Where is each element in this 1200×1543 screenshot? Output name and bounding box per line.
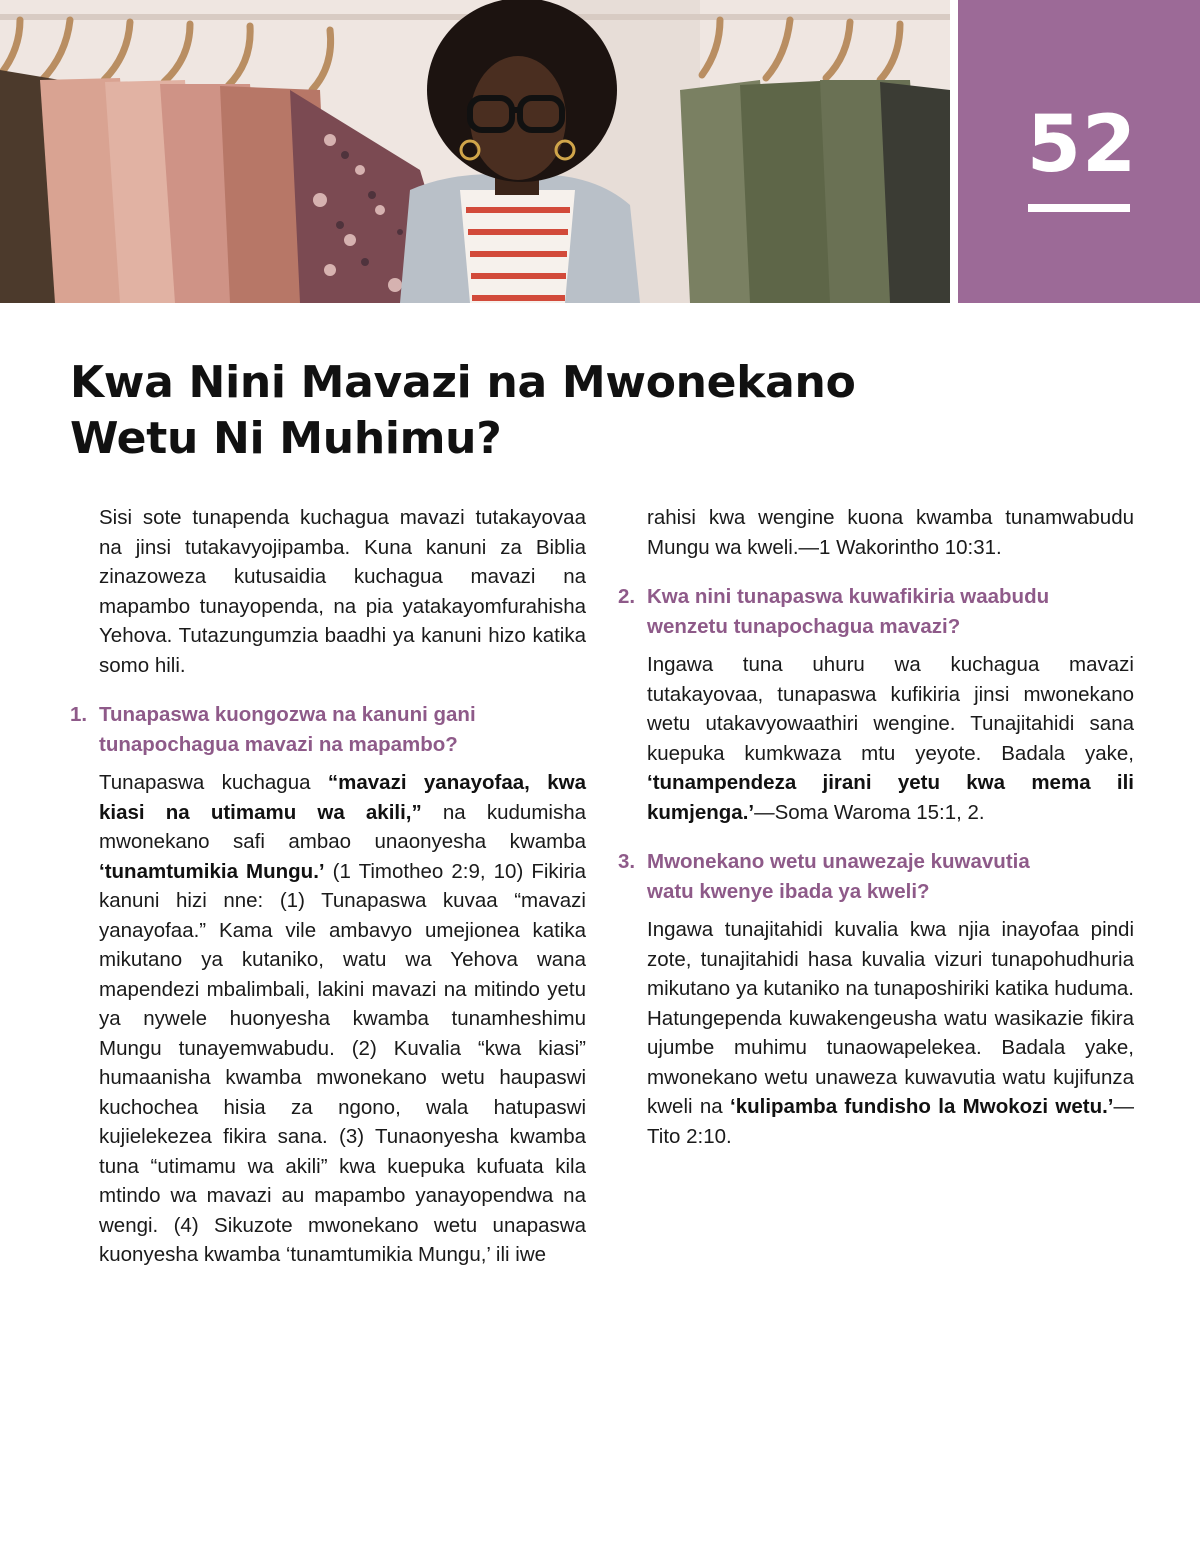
question-1-heading [70,700,586,759]
question-2-line-2: wenzetu tunapochagua mavazi? [647,614,961,638]
answer-2-text-b: —Soma Waroma 15:1, 2. [754,800,985,824]
question-2-line-1: Kwa nini tunapaswa kuwafikiria waabudu [647,585,1050,608]
question-1-line-1: Tunapaswa kuongozwa na kanuni gani [99,703,476,726]
answer-2-paragraph [618,650,1134,827]
clothes-shopping-illustration [0,0,950,303]
lesson-number-box [958,0,1200,303]
question-3-number: 3. [618,850,636,873]
intro-paragraph: Sisi sote tunapenda kuchagua mavazi tutakayovaa na jinsi tutakavyojipamba. Kuna kanuni za Biblia zinazoweza kutusaidia kuchagua mavazi na mapambo tunayopenda, na pia yatakayomfurahisha Yehova. Tutazungumzia baadhi ya kanuni hizo katika somo hili. [99,506,586,677]
answer-3-bold-a: ‘kulipamba fundisho la Mwokozi wetu.’ [730,1095,1114,1118]
question-2-number: 2. [618,585,636,608]
question-1-number: 1. [70,703,88,726]
answer-1-paragraph [70,768,586,1270]
answer-1-continuation: rahisi kwa wengine kuona kwamba tunamwabudu Mungu wa kweli.—1 Wakorintho 10:31. [647,506,1134,559]
lesson-number-underline [1028,204,1130,212]
lesson-number: 52 [1026,100,1138,190]
page-title [70,355,930,467]
question-2-heading [618,582,1134,641]
left-column [70,503,586,1270]
right-column [618,503,1134,1151]
page-title-line-1: Kwa Nini Mavazi na Mwonekano [70,357,856,408]
header-photo [0,0,950,303]
answer-1-text-b: na kudumisha mwonekano safi ambao unaonyesha kwamba [99,800,586,853]
question-3-heading [618,847,1134,906]
question-3-line-1: Mwonekano wetu unawezaje kuwavutia [647,850,1030,873]
answer-1-bold-b: ‘tunamtumikia Mungu.’ [99,859,325,883]
answer-2-text-a: Ingawa tuna uhuru wa kuchagua mavazi tutakayovaa, tunapaswa kufikiria jinsi mwonekano wetu utakavyowaathiri wengine. Tunajitahidi sana kuepuka kumkwaza mtu yeyote. Badala yake, [647,653,1134,765]
answer-2-bold-a: ‘tunampendeza jirani yetu kwa mema ili kumjenga.’ [647,771,1134,824]
question-3-line-2: watu kwenye ibada ya kweli? [647,879,930,903]
answer-3-text-a: Ingawa tunajitahidi kuvalia kwa njia inayofaa pindi zote, tunajitahidi hasa kuvalia vizuri tunapohudhuria mikutano ya kutaniko na tunaposhiriki katika huduma. Hatungependa kuwakengeusha watu wasikazie fikira ujumbe muhimu tunaowapelekea. Badala yake, mwonekano wetu unaweza kuwavutia watu kujifunza kweli na [647,918,1134,1118]
answer-3-paragraph [618,915,1134,1151]
answer-1-text-c: (1 Timotheo 2:9, 10) Fikiria kanuni hizi nne: (1) Tunapaswa kuvaa “mavazi yanayofaa.” Kama vile ambavyo umejionea katika mikutano ya kutaniko, watu wa Yehova wana mapendezi mbalimbali, lakini mavazi na mitindo yetu ya nywele huonyesha kwamba tunamheshimu Mungu tunayemwabudu. (2) Kuvalia “kwa kiasi” humaanisha kwamba mwonekano wetu haupaswi kuchochea hisia za ngono, wala hatupaswi kujielekezea fikira sana. (3) Tunaonyesha kwamba tuna “utimamu wa akili” kwa kuepuka kufuata kila mtindo wa mavazi au mapambo yanayopendwa na wengi. (4) Sikuzote mwonekano wetu unapaswa kuonyesha kwamba ‘tunamtumikia Mungu,’ ili iwe [99,859,587,1266]
answer-1-bold-a: “mavazi yanayofaa, kwa kiasi na utimamu wa akili,” [99,771,586,824]
answer-3-text-b: —Tito 2:10. [647,1095,1135,1148]
answer-1-text-a: Tunapaswa kuchagua [99,771,328,794]
page-title-line-2: Wetu Ni Muhimu? [70,413,502,464]
question-1-line-2: tunapochagua mavazi na mapambo? [99,732,458,756]
